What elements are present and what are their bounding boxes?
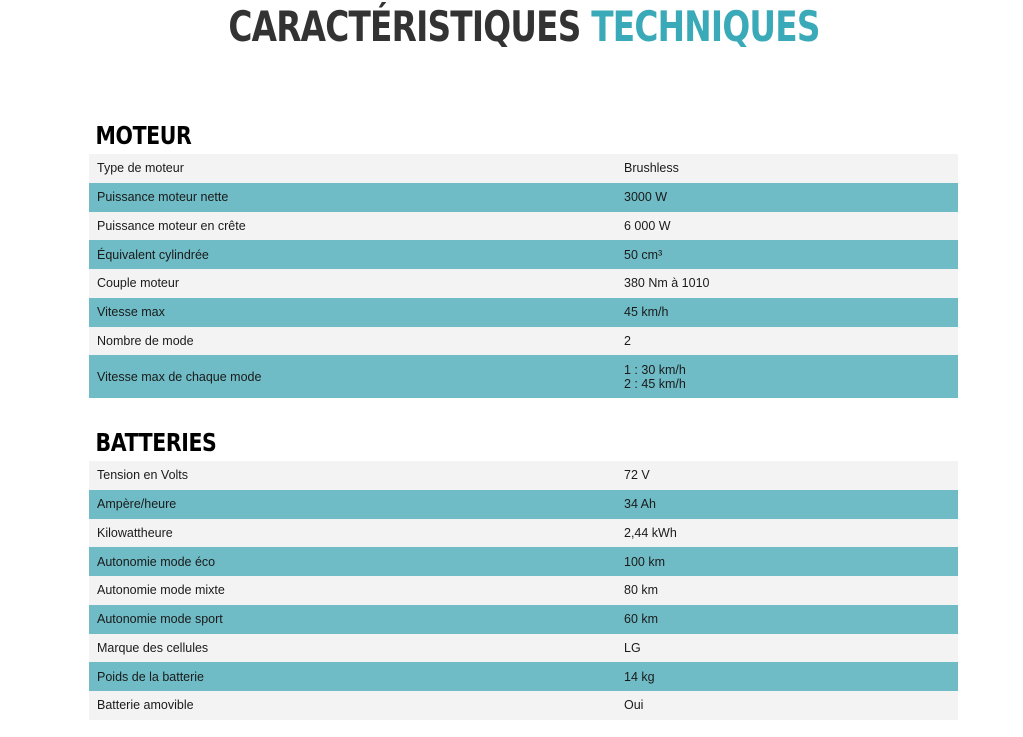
spec-row — [89, 327, 958, 356]
spec-row — [89, 547, 958, 576]
spec-label: Marque des cellules — [97, 640, 209, 655]
spec-value: 50 cm³ — [624, 247, 663, 262]
spec-label: Batterie amovible — [97, 698, 194, 713]
page-title-main: CARACTÉRISTIQUES — [228, 2, 581, 51]
spec-label: Puissance moteur en crête — [97, 218, 246, 233]
spec-value: 45 km/h — [624, 305, 669, 320]
spec-label: Ampère/heure — [97, 497, 177, 512]
spec-row — [89, 298, 958, 327]
spec-row — [89, 662, 958, 691]
section-moteur — [89, 120, 958, 398]
section-heading-moteur: MOTEUR — [95, 121, 192, 150]
spec-value: Brushless — [624, 161, 679, 176]
page-title-accent: TECHNIQUES — [591, 2, 820, 51]
spec-value: LG — [624, 640, 641, 655]
spec-label: Autonomie mode sport — [97, 612, 223, 627]
spec-value: 3000 W — [624, 190, 668, 205]
spec-row — [89, 269, 958, 298]
spec-row — [89, 634, 958, 663]
spec-label: Équivalent cylindrée — [97, 247, 209, 262]
spec-value: 60 km — [624, 612, 659, 627]
spec-label: Type de moteur — [97, 161, 184, 176]
spec-label: Vitesse max — [97, 305, 165, 320]
section-batteries — [89, 427, 958, 720]
spec-row — [89, 519, 958, 548]
spec-value: 2 — [624, 333, 631, 348]
spec-label: Puissance moteur nette — [97, 190, 229, 205]
spec-table-moteur — [89, 154, 958, 398]
spec-value: 72 V — [624, 468, 650, 483]
spec-label: Autonomie mode mixte — [97, 583, 225, 598]
spec-row — [89, 240, 958, 269]
spec-value: 80 km — [624, 583, 659, 598]
spec-value: 14 kg — [624, 669, 655, 684]
spec-row — [89, 212, 958, 241]
spec-row — [89, 355, 958, 398]
section-heading-batteries: BATTERIES — [95, 428, 217, 457]
spec-row — [89, 183, 958, 212]
spec-value: 100 km — [624, 554, 665, 569]
spec-table-batteries — [89, 461, 958, 720]
spec-value: 380 Nm à 1010 — [624, 276, 710, 291]
spec-row — [89, 154, 958, 183]
spec-value: 1 : 30 km/h 2 : 45 km/h — [624, 362, 686, 391]
spec-row — [89, 490, 958, 519]
spec-value: 34 Ah — [624, 497, 656, 512]
spec-label: Couple moteur — [97, 276, 179, 291]
spec-value: 2,44 kWh — [624, 525, 677, 540]
spec-label: Autonomie mode éco — [97, 554, 216, 569]
spec-value: Oui — [624, 698, 644, 713]
spec-row — [89, 461, 958, 490]
spec-value: 6 000 W — [624, 218, 671, 233]
spec-label: Nombre de mode — [97, 333, 194, 348]
spec-label: Kilowattheure — [97, 525, 173, 540]
spec-row — [89, 691, 958, 720]
spec-label: Vitesse max de chaque mode — [97, 369, 262, 384]
spec-label: Poids de la batterie — [97, 669, 205, 684]
spec-row — [89, 605, 958, 634]
spec-row — [89, 576, 958, 605]
page-title — [115, 4, 932, 50]
spec-label: Tension en Volts — [97, 468, 189, 483]
